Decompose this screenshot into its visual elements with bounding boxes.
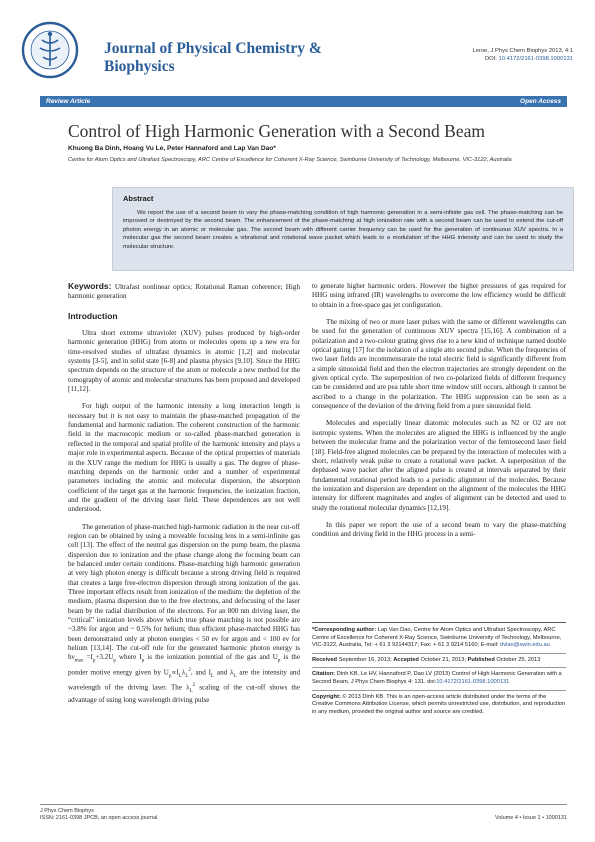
article-type-band xyxy=(40,96,567,107)
header-citation: Leroe, J Phys Chem Biophys 2013, 4:1 DOI: 10.4172/2161-0398.1000131 xyxy=(472,48,573,62)
author-affiliation: Centre for Atom Optics and Ultrafast Spectroscopy, ARC Centre of Excellence for Coherent X-Ray Science, Swinburne University of Technology, Melbourne, VIC-3122, Australia xyxy=(68,157,512,163)
dates: Received September 16, 2013; Accepted October 21, 2013; Published October 25, 2013 xyxy=(312,657,566,669)
intro-paragraph-3: The generation of phase-matched high-harmonic radiation in the near cut-off region can be obtained by using a moveable focusing lens in a semi-infinite gas cell [13]. The effect of the neutral gas dispersion on the pump beam, the plasma dispersion due to ionization and the phase change along the focusing beam can be balanced under certain conditions. Phase-matching high harmonic generation at very high photon energy is difficult because a strong driving field is required that creates a large free-electron dispersion through strong ionization of the gas. Three important effects result from ionization of the medium: the depletion of the medium, plasma dispersion due to the free electrons, and defocusing of the laser beam by the radial distribution of the electrons. For an 800 nm driving laser, the “critical” ionization levels above which true phase matching is not possible are ~3.8% for argon and ~ 0.5% for helium; thus efficient phase-matched HHG has been demonstrated only at photon energies < 50 ev for argon and < 100 ev for helium [13,14]. The cut-off rule for the generated harmonic photon energy is $h\nu_{max} =I_p+3.2U_p$ where $I_p$ is the ionization potential of the gas and $U_p$ is the ponder motive energy given by $U_p\propto I_L\lambda_L^2$, and $I_L$ and $\lambda_L$ are the intensity and wavelength of the driving laser. The $\lambda_L^2$ scaling of the cut-off shows the advantage of using long wavelength driving pulse xyxy=(68,522,301,705)
right-paragraph-1: The mixing of two or more laser pulses with the same or different wavelengths can be used for the generation of continuous XUV spectra [15,16]. A combination of a polarization and a two-colour grating gives rise to a new kind of technique named double optical gating [17] for the isolation of a single atto second pulse. When the frequencies of two laser fields are incommensurate the total electric field is significantly different from a simple sinusoidal field and then the electron trajectories are strongly dependent on the given optical cycle. The superposition of two co-polarized fields of different frequency can be considered and are pea table short time window still occurs, although it cannot be ascribed to a change in the polarization. The HHG suppression can be seen as a consequence of the deviation of the driving field from a pure sinusoidal field. xyxy=(312,318,566,411)
abstract-heading: Abstract xyxy=(123,194,154,203)
abstract-box xyxy=(112,187,574,271)
footer-journal: J Phys Chem Biophys xyxy=(40,808,94,814)
right-paragraph-3: In this paper we report the use of a second beam to vary the phase-matching condition and driving field in the HHG process in a semi- xyxy=(312,520,566,539)
email-link[interactable]: dvlao@swin.edu.au xyxy=(500,642,550,649)
page-footer xyxy=(40,804,567,823)
article-title: Control of High Harmonic Generation with a Second Beam xyxy=(68,121,485,141)
right-paragraph-2: Molecules and especially linear diatomic molecules such as N2 or O2 are not isotropic systems. When the molecules are aligned the HHG is influenced by the angle between the molecular frame and the polarization vector of the femtosecond laser field [18]. Field-free aligned molecules can be prepared by the interaction of molecules with a short, relatively weak pulse to create a rotational wave packet. A superposition of the dephased wave packet after the aligned pulse is created at intervals separated by their fundamental rotational period leads to a periodic alignment of the molecules. Because the ionization and dispersion are dependent on the alignment of the molecules the HHG intensity for different magnitudes and angles of alignment can be detected and used to study the rotational molecular dynamics [12,19]. xyxy=(312,419,566,512)
corresponding-author: *Corresponding author: Lap Van Dao, Centre for Atom Optics and Ultrafast Spectroscopy, ARC Centre of Excellence for Coherent X-Ray Science, Swinburne University of Technology, Melbourne, VIC-3122, Australia, Tel: + 61 3 92144317; Fax: + 61 3 9214 5160; E-mail: dvlao@swin.edu.au xyxy=(312,627,566,654)
keywords-label: Keywords: xyxy=(68,281,112,291)
right-paragraph-0: to generate higher harmonic orders. However the higher pressures of gas required for HHG using infrared (IR) wavelengths to overcome the low efficiency would be difficult to obtain in a free-space gas jet configuration. xyxy=(312,282,566,309)
article-type-label: Review Article xyxy=(46,98,91,105)
citation-doi-link[interactable]: 10.4172/2161-0398.1000131 xyxy=(436,678,510,685)
right-column xyxy=(312,282,566,548)
footer-issn: ISSN: 2161-0398 JPCB, an open access journal xyxy=(40,815,158,822)
intro-paragraph-1: Ultra short extreme ultraviolet (XUV) pulses produced by high-order harmonic generation (HHG) from atoms or molecules opens up a new era for time-resolved studies of ultrafast dynamics in atomic [1,2] and molecular systems [3-5], and in solid state [6-8] and plasma physics [9,10]. Since the HHG spectrum depends on the structure of the atom or molecule a new method for the tomography of atomic and molecular structures has been proposed and developed [11,12]. xyxy=(68,329,300,394)
doi-link[interactable]: 10.4172/2161-0398.1000131 xyxy=(498,56,573,62)
article-authors: Khuong Ba Dinh, Hoang Vu Le, Peter Hannaford and Lap Van Dao* xyxy=(68,145,276,152)
introduction-heading: Introduction xyxy=(68,310,118,321)
journal-title[interactable]: Journal of Physical Chemistry & Biophysics xyxy=(104,40,322,75)
copyright-note: Copyright: © 2013 Dinh KB. This is an open-access article distributed under the terms of the Creative Commons Attribution License, which permits unrestricted use, distribution, and reproduction in any medium, provided the original author and source are credited. xyxy=(312,693,566,715)
open-access-label: Open Access xyxy=(520,98,561,105)
keywords-text: Ultrafast nonlinear optics; Rotational Raman coherence; High harmonic generation xyxy=(68,283,300,301)
keywords xyxy=(68,282,300,302)
footnotes xyxy=(312,622,566,722)
abstract-text: We report the use of a second beam to vary the phase-matching condition of high harmonic generation in a semi-infinite gas cell. The phase-matching can be improved or destroyed by the second beam. The enhancement of the phase-matching at high ionization rate with a second beam can be used to extend the cut-off photon energy in an atomic or molecular gas. The second beam with different carrier frequency can be used for the generation of continuous XUV spectra. In a molecular gas the second beam creates a vibrational and rotational wave packet which leads to a modulation of the HHG intensity and can be used to study the molecular structure. xyxy=(123,210,563,250)
left-column xyxy=(68,282,300,714)
footer-volume: Volume 4 • Issue 1 • 1000131 xyxy=(494,815,567,821)
intro-paragraph-2: For high output of the harmonic intensity a long interaction length is necessary but it is not easy to maintain the phase-matched propagation of the fundamental and harmonic radiation. The coherent construction of the harmonic field in the macroscopic medium or so-called phase-matched generation is reflected in the temporal and spatial profile of the harmonic intensity and plays a major role in experimental aspects. Because of the optical properties of materials in the XUV range the medium for HHG is usually a gas. The degree of phase-matching depends on the harmonic order and a number of experimental parameters including the atomic and molecular dispersion, the absorption coefficient of the target gas at the harmonic frequencies, the ionization fraction, and the gradient of the driving laser field. These dependences are not well understood. xyxy=(68,402,300,514)
journal-logo xyxy=(20,20,98,80)
citation-note: Citation: Dinh KB, Le HV, Hannaford P, Dao LV (2013) Control of High Harmonic Generation with a Second Beam. J Phys Chem Biophys 4: 131. doi:10.4172/2161-0398.1000131 xyxy=(312,671,566,690)
